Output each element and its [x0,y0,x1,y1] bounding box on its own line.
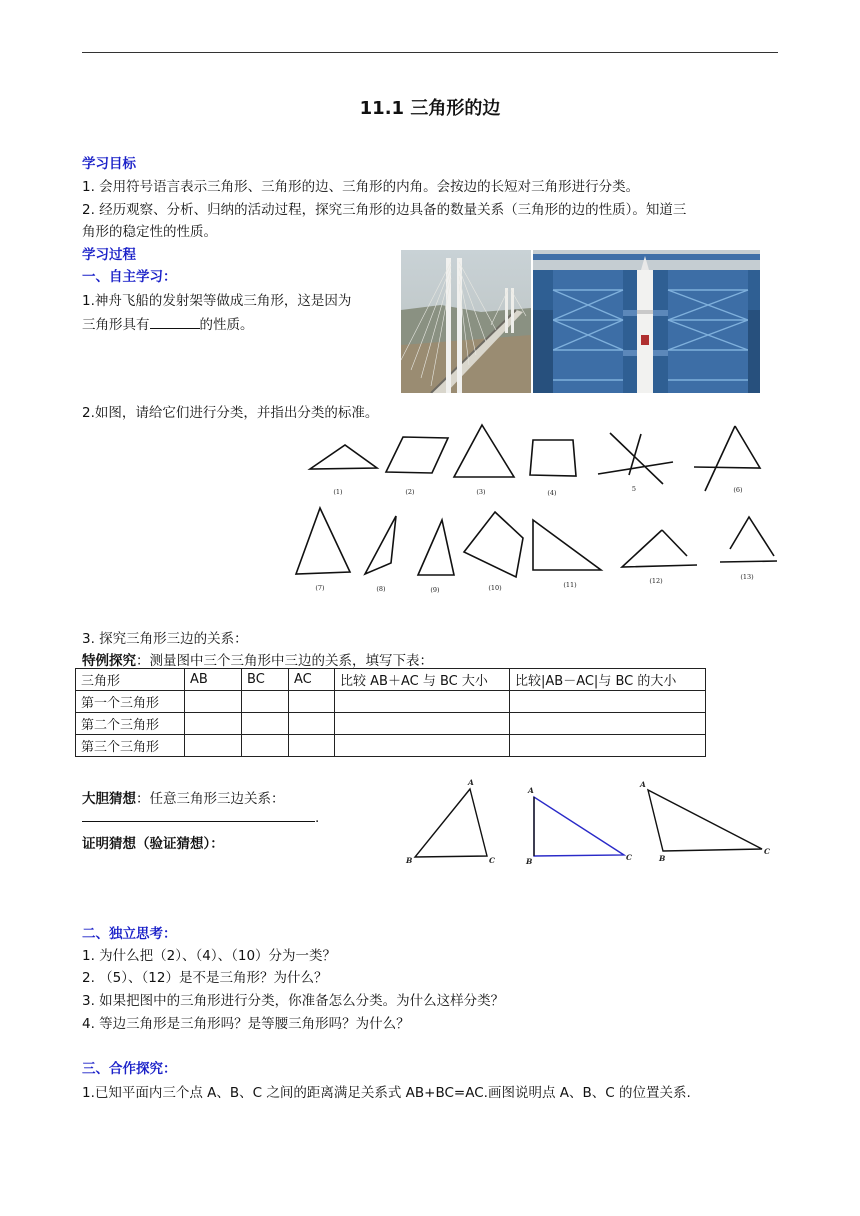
guess-label: 大胆猜想 [82,791,136,807]
part2-item-4: 4. 等边三角形是三角形吗？是等腰三角形吗？为什么？ [82,1016,410,1032]
table-cell[interactable] [335,735,510,757]
question-2: 2.如图，请给它们进行分类，并指出分类的标准。 [82,405,379,421]
table-cell[interactable] [185,735,242,757]
figure-label-4: (4) [547,489,557,497]
vertex-b-2: B [526,857,533,866]
shape-5 [598,433,673,484]
table-header: AC [289,669,335,691]
objectives-heading: 学习目标 [82,156,136,172]
table-cell[interactable] [242,691,289,713]
objective-2-cont: 角形的稳定性的性质。 [82,224,217,240]
guess-answer-blank[interactable] [82,821,315,822]
question-1-suffix: 的性质。 [199,317,254,333]
table-header: 比较|AB－AC|与 BC 的大小 [510,669,706,691]
row-label: 第二个三角形 [76,713,185,735]
figure-label-10: (10) [488,584,502,592]
table-cell[interactable] [242,713,289,735]
triangle-1 [415,789,487,857]
part3-heading: 三、合作探究： [82,1061,177,1077]
guess-answer-line [82,810,319,826]
table-row [76,735,706,757]
shape-9 [418,520,454,575]
table-cell[interactable] [185,691,242,713]
table-header: 比较 AB＋AC 与 BC 大小 [335,669,510,691]
shape-11 [533,520,601,570]
shape-2 [386,437,448,473]
special-case-line [82,649,433,669]
process-heading: 学习过程 [82,247,136,263]
figure-label-3: (3) [476,488,486,496]
shape-6 [694,426,760,491]
vertex-c-3: C [764,847,770,856]
shape-8 [365,516,396,574]
part2-item-3: 3. 如果把图中的三角形进行分类，你准备怎么分类。为什么这样分类？ [82,993,505,1009]
question-1-line2 [82,313,254,333]
table-cell[interactable] [289,713,335,735]
header-rule [82,52,778,53]
vertex-a-1: A [468,778,474,787]
figure-label-7: (7) [315,584,325,592]
guess-line [82,787,285,807]
figure-label-6: (6) [733,486,743,494]
table-header-row [76,669,706,691]
prove-label: 证明猜想（验证猜想）： [82,836,224,852]
shape-13 [720,517,777,562]
table-cell[interactable] [510,691,706,713]
figure-label-12: (12) [649,577,663,585]
table-header: 三角形 [76,669,185,691]
abc-triangles-figure [400,775,780,870]
table-header: BC [242,669,289,691]
shape-4 [530,440,576,476]
special-case-label: 特例探究 [82,653,136,669]
table-cell[interactable] [510,713,706,735]
shape-3 [454,425,514,477]
page-title: 11.1 三角形的边 [359,98,501,119]
vertex-b-1: B [406,856,413,865]
part2-item-1: 1. 为什么把（2）、（4）、（10）分为一类？ [82,948,337,964]
vertex-a-3: A [640,780,646,789]
special-case-text: ：测量图中三个三角形中三边的关系，填写下表： [136,653,433,669]
figure-label-1: (1) [333,488,343,496]
vertex-b-3: B [659,854,666,863]
objective-2: 2. 经历观察、分析、归纳的活动过程，探究三角形的边具备的数量关系（三角形的边的性质）。知道三 [82,202,687,218]
table-header: AB [185,669,242,691]
table-row [76,713,706,735]
table-cell[interactable] [289,735,335,757]
table-cell[interactable] [242,735,289,757]
table-cell[interactable] [335,713,510,735]
shape-1 [310,445,377,469]
vertex-c-1: C [489,856,495,865]
answer-blank[interactable] [150,328,200,329]
table-cell[interactable] [185,713,242,735]
bridge-photo [401,250,531,393]
part1-heading: 一、自主学习： [82,269,177,285]
guess-period: . [315,810,320,826]
figure-label-5: 5 [631,485,637,493]
figure-label-9: (9) [430,586,440,594]
figure-label-13: (13) [740,573,754,581]
table-cell[interactable] [510,735,706,757]
question-3: 3. 探究三角形三边的关系： [82,631,248,647]
shape-12 [622,530,697,567]
part2-item-2: 2. （5）、（12）是不是三角形？为什么？ [82,970,328,986]
objective-1: 1. 会用符号语言表示三角形、三角形的边、三角形的内角。会按边的长短对三角形进行分类。 [82,179,640,195]
figure-label-2: (2) [405,488,415,496]
question-1-line1: 1.神舟飞船的发射架等做成三角形，这是因为 [82,293,352,309]
launch-tower-photo [533,250,760,393]
shapes-figure [290,420,785,598]
measurement-table [75,668,706,757]
vertex-a-2: A [528,786,534,795]
shape-7 [296,508,350,574]
part3-question-1: 1.已知平面内三个点 A、B、C 之间的距离满足关系式 AB+BC=AC.画图说明点 A、B、C 的位置关系. [82,1085,691,1101]
triangle-2 [534,797,624,856]
row-label: 第一个三角形 [76,691,185,713]
table-row [76,691,706,713]
part2-heading: 二、独立思考： [82,926,177,942]
figure-label-8: (8) [376,585,386,593]
figure-label-11: (11) [563,581,577,589]
table-cell[interactable] [289,691,335,713]
triangle-3 [648,790,762,851]
question-1-prefix: 三角形具有 [82,317,150,333]
shape-10 [464,512,523,577]
table-cell[interactable] [335,691,510,713]
row-label: 第三个三角形 [76,735,185,757]
vertex-c-2: C [626,853,632,862]
guess-text: ：任意三角形三边关系： [136,791,285,807]
